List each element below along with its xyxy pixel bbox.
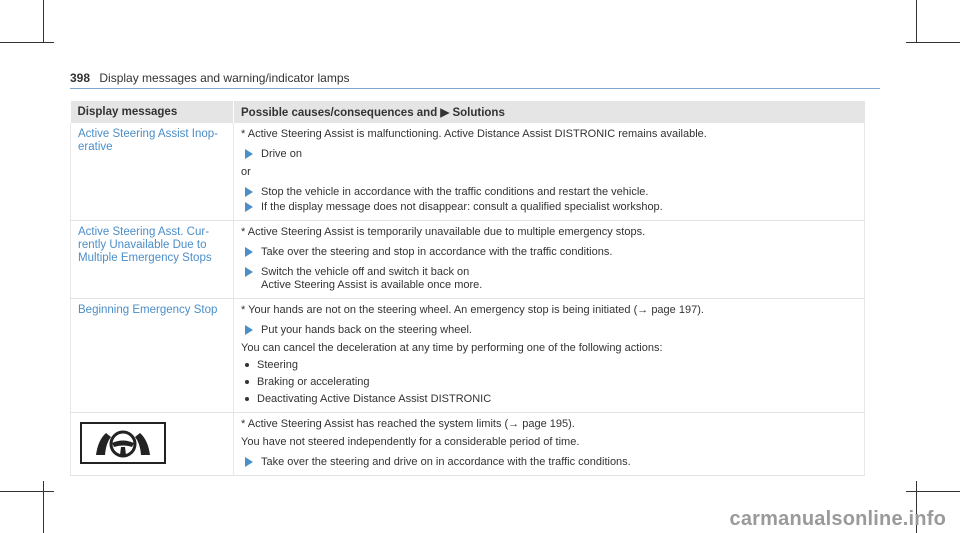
arrow-right-icon: [245, 325, 253, 335]
cause-text: You have not steered independently for a considerable period of time.: [241, 436, 580, 448]
step-result: Active Steering Assist is available once more.: [261, 279, 483, 291]
arrow-right-icon: [245, 247, 253, 257]
cause-text: * Your hands are not on the steering wheel. An emergency stop is being initiated (→ page 197).: [241, 304, 704, 316]
crop-mark: [43, 481, 44, 533]
bullet-item: Deactivating Active Distance Assist DISTRONIC: [241, 393, 857, 406]
watermark: carmanualsonline.info: [729, 508, 946, 530]
col-header-display-messages: Display messages: [71, 101, 234, 123]
display-messages-table: [70, 101, 865, 476]
cause-text: * Active Steering Assist is temporarily unavailable due to multiple emergency stops.: [241, 226, 646, 238]
page-number: 398: [70, 71, 91, 85]
arrow-right-icon: [245, 187, 253, 197]
bullet-item: Braking or accelerating: [241, 376, 857, 389]
solution-step: Put your hands back on the steering wheel.: [241, 324, 857, 337]
crop-mark: [906, 42, 960, 43]
header-rule: [70, 88, 880, 89]
crop-mark: [0, 42, 54, 43]
table-row: [71, 299, 865, 413]
solution-cell: [234, 299, 865, 413]
solution-step: Switch the vehicle off and switch it back on Active Steering Assist is available once more.: [241, 266, 857, 292]
table-row: [71, 413, 865, 476]
page-title: Display messages and warning/indicator lamps: [99, 71, 350, 85]
crop-mark: [43, 0, 44, 42]
arrow-right-icon: [245, 202, 253, 212]
crop-mark: [916, 0, 917, 42]
display-message: Active Steering Assist Inop-erative: [71, 123, 234, 221]
cause-text: * Active Steering Assist is malfunctioning. Active Distance Assist DISTRONIC remains available.: [241, 128, 707, 140]
table-row: [71, 123, 865, 221]
display-message: Active Steering Asst. Cur-rently Unavailable Due to Multiple Emergency Stops: [71, 221, 234, 299]
cause-text: * Active Steering Assist has reached the system limits (→ page 195).: [241, 418, 575, 430]
col-header-solutions: Possible causes/consequences and ▶ Solutions: [234, 101, 865, 123]
display-symbol-cell: [71, 413, 234, 476]
solution-step: Stop the vehicle in accordance with the traffic conditions and restart the vehicle.: [241, 186, 857, 199]
or-text: or: [241, 166, 251, 178]
hands-on-steering-wheel-icon: [80, 422, 166, 464]
table-header-row: [71, 101, 865, 123]
arrow-right-icon: [245, 149, 253, 159]
solution-cell: [234, 221, 865, 299]
bullet-item: Steering: [241, 359, 857, 372]
page-header: [70, 71, 350, 85]
solution-cell: [234, 123, 865, 221]
solution-cell: [234, 413, 865, 476]
solution-step: Drive on: [241, 148, 857, 161]
solution-step: If the display message does not disappear: consult a qualified specialist workshop.: [241, 201, 857, 214]
crop-mark: [906, 491, 960, 492]
arrow-right-icon: [245, 457, 253, 467]
steering-wheel-icon: [92, 428, 154, 458]
solution-step: Take over the steering and stop in accordance with the traffic conditions.: [241, 246, 857, 259]
display-message: Beginning Emergency Stop: [71, 299, 234, 413]
crop-mark: [0, 491, 54, 492]
solution-step: Take over the steering and drive on in accordance with the traffic conditions.: [241, 456, 857, 469]
arrow-right-icon: [245, 267, 253, 277]
table-row: [71, 221, 865, 299]
note-text: You can cancel the deceleration at any time by performing one of the following actions:: [241, 342, 663, 354]
